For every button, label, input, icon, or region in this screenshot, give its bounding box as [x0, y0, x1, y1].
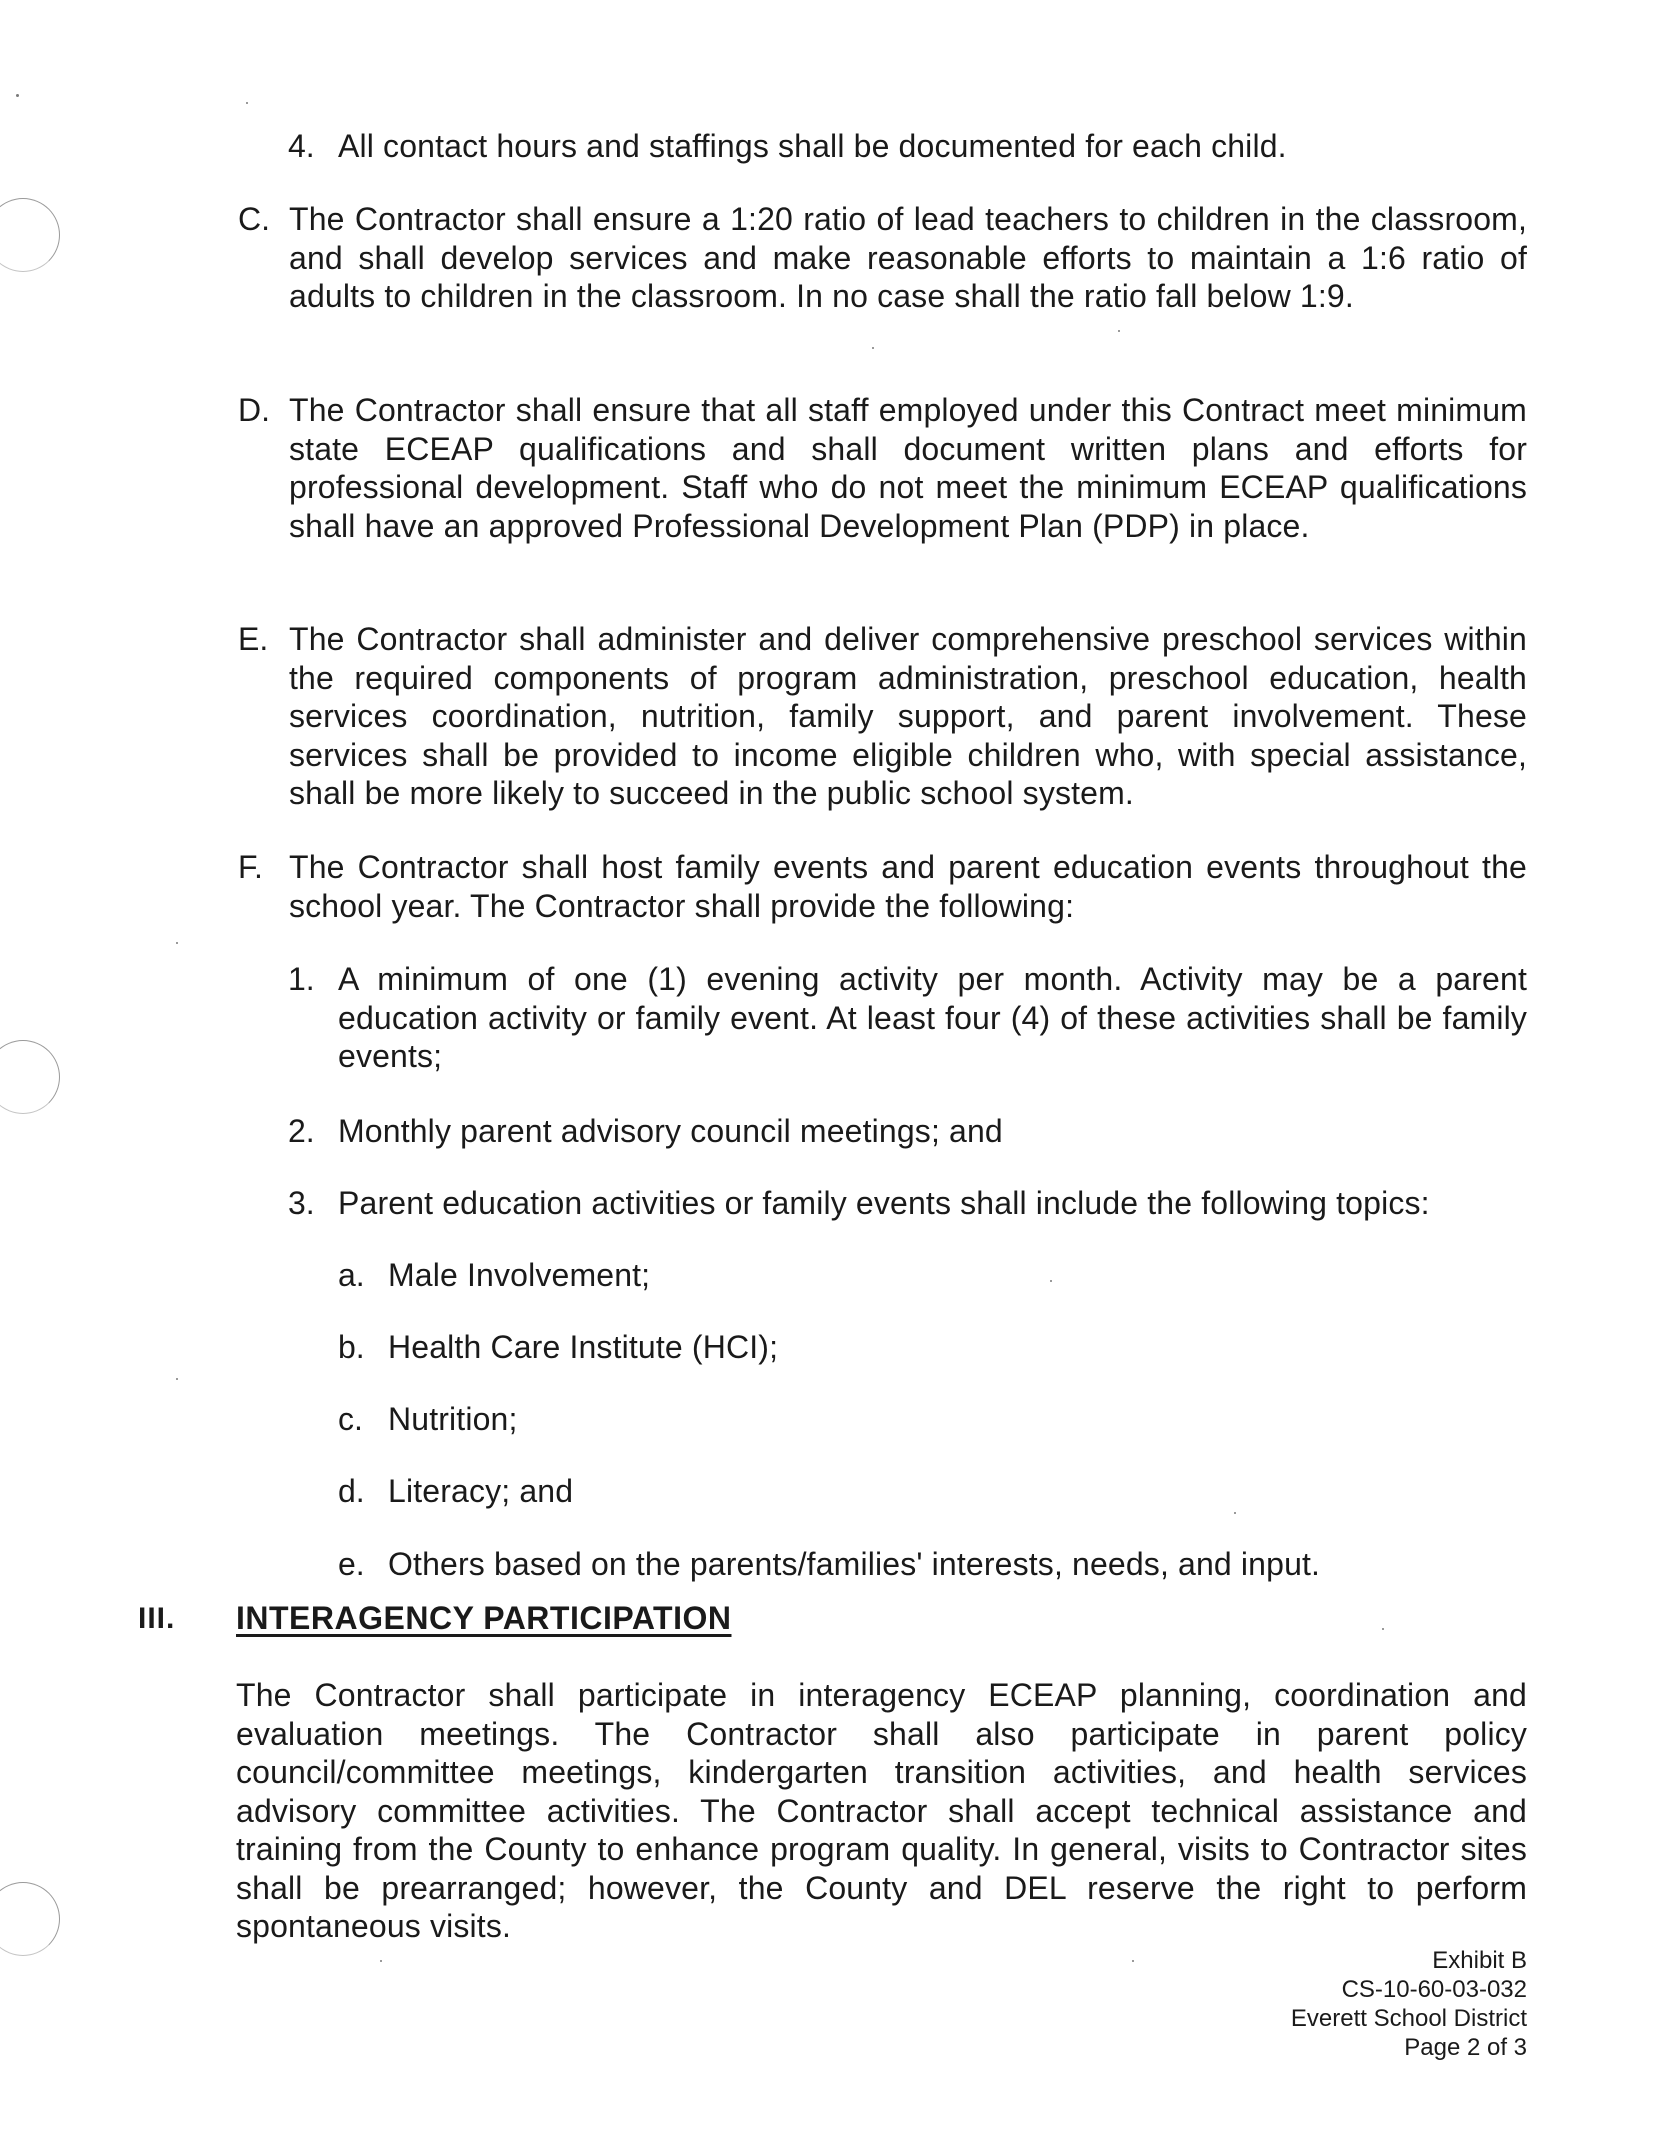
item-text: The Contractor shall host family events and parent education events throughout the school year. The Contractor shall provide the following:	[289, 849, 1527, 924]
scan-speck	[176, 1378, 178, 1380]
section-heading: INTERAGENCY PARTICIPATION	[236, 1600, 732, 1636]
item-marker: 2.	[288, 1113, 315, 1149]
footer-district: Everett School District	[1290, 2005, 1527, 2032]
footer-exhibit: Exhibit B	[1432, 1947, 1527, 1974]
punch-hole-middle	[0, 1040, 60, 1114]
footer-page-number: Page 2 of 3	[1404, 2034, 1527, 2061]
scan-speck	[1382, 1628, 1384, 1630]
document-footer	[1291, 1946, 1527, 2062]
item-text: All contact hours and staffings shall be documented for each child.	[338, 128, 1287, 164]
item-marker: 1.	[288, 961, 315, 997]
item-text: The Contractor shall ensure that all staff employed under this Contract meet minimum state ECEAP qualifications and shall document written plans and efforts for professional development. Staff who do not meet the minimum ECEAP qualifications shall have an approved Professional Development Plan (PDP) in place.	[289, 392, 1527, 544]
item-text: The Contractor shall ensure a 1:20 ratio of lead teachers to children in the classroom, and shall develop services and make reasonable efforts to maintain a 1:6 ratio of adults to children in the classroom. In no case shall the ratio fall below 1:9.	[289, 201, 1527, 314]
item-marker: C.	[238, 201, 270, 237]
item-text: Literacy; and	[388, 1473, 574, 1509]
item-marker: F.	[238, 849, 263, 885]
item-text: Parent education activities or family events shall include the following topics:	[338, 1185, 1430, 1221]
item-marker: d.	[338, 1473, 365, 1509]
item-text: Monthly parent advisory council meetings; and	[338, 1113, 1003, 1149]
item-text: Others based on the parents/families' interests, needs, and input.	[388, 1546, 1321, 1582]
scan-speck	[872, 347, 874, 349]
scan-speck	[1132, 1960, 1134, 1962]
item-text: Male Involvement;	[388, 1257, 651, 1293]
item-marker: e.	[338, 1546, 365, 1582]
punch-hole-top	[0, 198, 60, 272]
item-marker: a.	[338, 1257, 365, 1293]
footer-contract-number: CS-10-60-03-032	[1341, 1976, 1527, 2003]
item-marker: c.	[338, 1401, 363, 1437]
item-marker: b.	[338, 1329, 365, 1365]
item-text: The Contractor shall administer and deliver comprehensive preschool services within the required components of program administration, preschool education, health services coordination, nutrition, family support, and parent involvement. These services shall be provided to income eligible children who, with special assistance, shall be more likely to succeed in the public school system.	[289, 621, 1527, 811]
item-marker: E.	[238, 621, 269, 657]
item-text: Health Care Institute (HCI);	[388, 1329, 779, 1365]
scan-speck	[246, 102, 248, 104]
item-marker: D.	[238, 392, 270, 428]
scan-speck	[16, 94, 19, 97]
item-marker: 4.	[288, 128, 315, 164]
item-text: Nutrition;	[388, 1401, 518, 1437]
item-marker: 3.	[288, 1185, 315, 1221]
punch-hole-bottom	[0, 1882, 60, 1956]
scan-speck	[176, 942, 178, 944]
scan-speck	[1118, 330, 1120, 332]
item-text: A minimum of one (1) evening activity per month. Activity may be a parent education activity or family event. At least four (4) of these activities shall be family events;	[338, 961, 1527, 1074]
scan-speck	[1234, 1512, 1236, 1514]
scan-speck	[380, 1960, 382, 1962]
section-number: III.	[138, 1602, 176, 1635]
section-body: The Contractor shall participate in interagency ECEAP planning, coordination and evaluation meetings. The Contractor shall also participate in parent policy council/committee meetings, kindergarten transition activities, and health services advisory committee activities. The Contractor shall accept technical assistance and training from the County to enhance program quality. In general, visits to Contractor sites shall be prearranged; however, the County and DEL reserve the right to perform spontaneous visits.	[236, 1677, 1527, 1944]
